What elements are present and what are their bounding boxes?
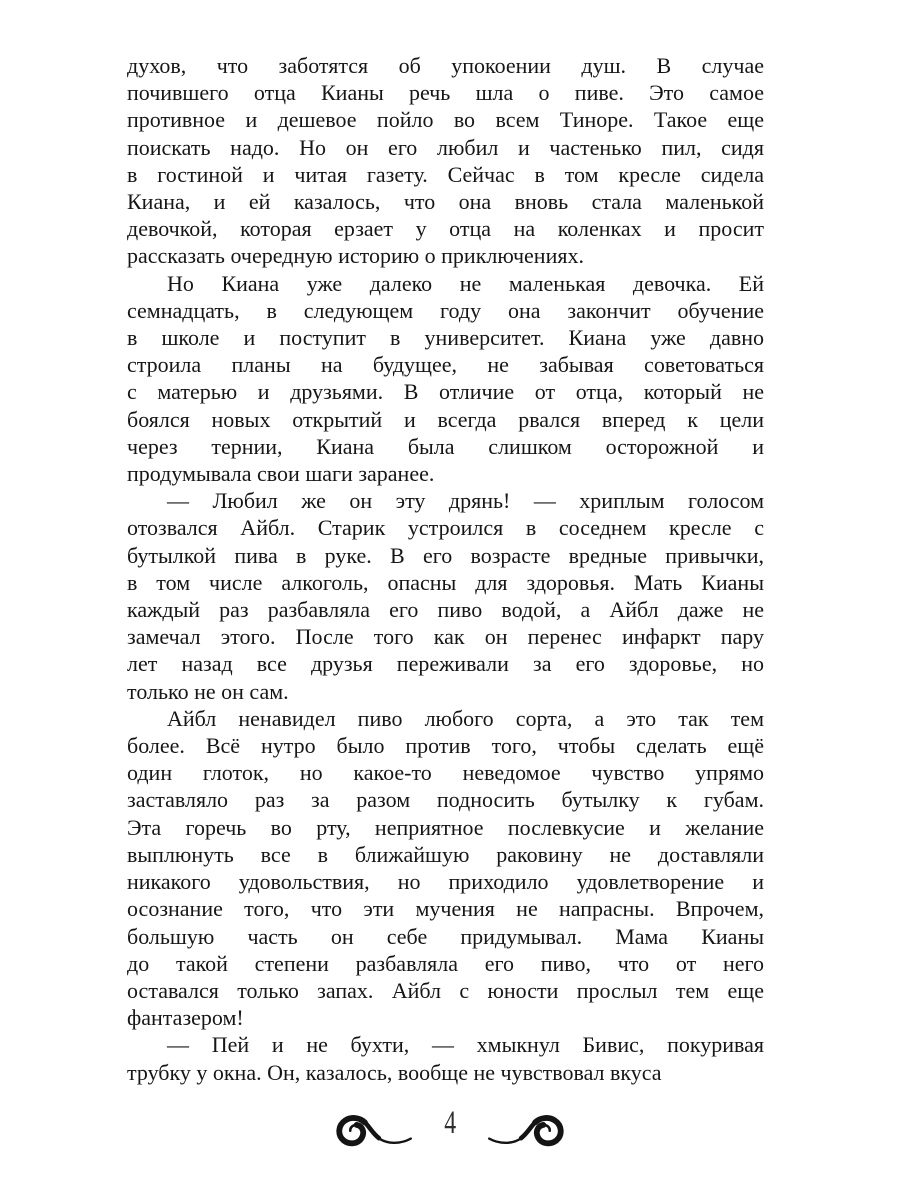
text-line: девочкой, которая ерзает у отца на коленках и просит [127, 216, 764, 242]
text-line: осознание того, что эти мучения не напрасны. Впрочем, [127, 896, 764, 922]
text-line: — Пей и не бухти, — хмыкнул Бивис, покуривая [167, 1032, 764, 1058]
text-line: до такой степени разбавляла его пиво, что от него [127, 950, 764, 976]
text-line: с матерью и друзьями. В отличие от отца, который не [127, 379, 764, 405]
text-line: боялся новых открытий и всегда рвался вперед к цели [127, 406, 764, 432]
text-line: почившего отца Кианы речь шла о пиве. Это самое [127, 80, 764, 106]
text-line: лет назад все друзья переживали за его здоровье, но [127, 651, 764, 677]
text-line: фантазером! [127, 1005, 244, 1031]
text-line: выплюнуть все в ближайшую раковину не доставляли [127, 841, 764, 867]
text-line: духов, что заботятся об упокоении душ. В случае [127, 53, 764, 78]
text-line: заставляло раз за разом подносить бутылку к губам. [127, 787, 764, 813]
text-line: Киана, и ей казалось, что она вновь стала маленькой [127, 189, 764, 215]
text-line: более. Всё нутро было против того, чтобы сделать ещё [127, 733, 764, 759]
text-line: поискать надо. Но он его любил и частенько пил, сидя [127, 134, 764, 160]
text-line: бутылкой пива в руке. В его возрасте вредные привычки, [127, 542, 764, 568]
page-footer [0, 1100, 900, 1160]
text-line: отозвался Айбл. Старик устроился в соседнем кресле с [127, 515, 764, 541]
text-line: в том числе алкоголь, опасны для здоровья. Мать Кианы [127, 569, 764, 595]
text-line: в гостиной и читая газету. Сейчас в том кресле сидела [127, 161, 764, 187]
text-line: через тернии, Киана была слишком осторожной и [127, 433, 764, 459]
text-line: в школе и поступит в университет. Киана уже давно [127, 325, 764, 351]
swirl-flourish-right-icon [486, 1110, 568, 1150]
text-line: большую часть он себе придумывал. Мама Кианы [127, 923, 764, 949]
text-line: строила планы на будущее, не забывая советоваться [127, 352, 764, 378]
page-number: 4 [444, 1104, 456, 1141]
text-line: продумывала свои шаги заранее. [127, 461, 435, 487]
text-block [127, 52, 764, 1086]
text-line: Но Киана уже далеко не маленькая девочка. Ей [167, 270, 764, 296]
text-line: Эта горечь во рту, неприятное послевкусие и желание [127, 814, 764, 840]
text-line: один глоток, но какое-то неведомое чувство упрямо [127, 760, 764, 786]
text-line: Айбл ненавидел пиво любого сорта, а это так тем [167, 705, 764, 731]
swirl-flourish-left-icon [332, 1110, 414, 1150]
text-line: замечал этого. После того как он перенес инфаркт пару [127, 624, 764, 650]
text-line: — Любил же он эту дрянь! — хриплым голосом [167, 488, 764, 514]
text-line: рассказать очередную историю о приключениях. [127, 243, 584, 269]
text-line: оставался только запах. Айбл с юности прослыл тем еще [127, 977, 764, 1003]
text-line: никакого удовольствия, но приходило удовлетворение и [127, 869, 764, 895]
text-line: трубку у окна. Он, казалось, вообще не чувствовал вкуса [127, 1059, 662, 1085]
text-line: каждый раз разбавляла его пиво водой, а Айбл даже не [127, 597, 764, 623]
text-line: семнадцать, в следующем году она закончит обучение [127, 297, 764, 323]
text-line: противное и дешевое пойло во всем Тиноре. Такое еще [127, 107, 764, 133]
text-line: только не он сам. [127, 678, 289, 704]
